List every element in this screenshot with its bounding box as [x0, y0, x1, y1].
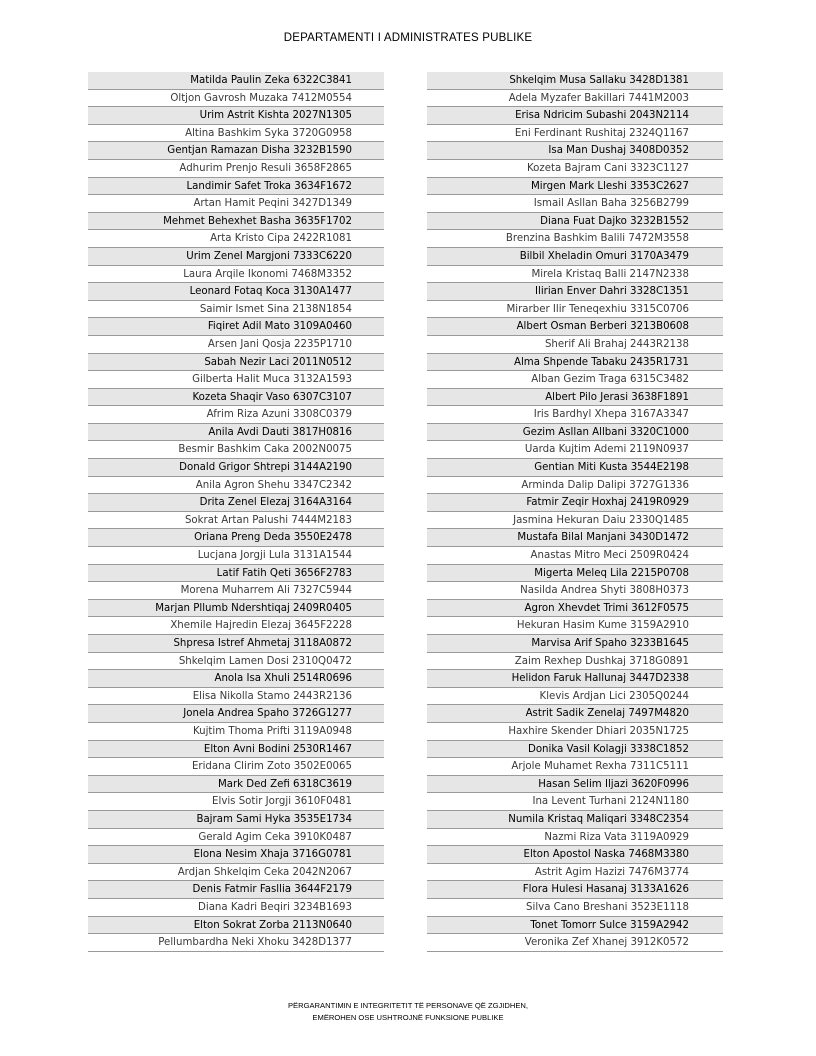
list-item	[427, 336, 723, 354]
person-entry: Albert Pilo Jerasi 3638F1891	[545, 391, 689, 403]
list-item	[427, 776, 723, 794]
list-item	[427, 371, 723, 389]
list-item	[427, 477, 723, 495]
person-entry: Fatmir Zeqir Hoxhaj 2419R0929	[526, 497, 689, 509]
list-item	[88, 301, 384, 319]
person-entry: Landimir Safet Troka 3634F1672	[186, 180, 352, 192]
person-entry: Adela Myzafer Bakillari 7441M2003	[508, 92, 689, 104]
list-item	[88, 653, 384, 671]
person-entry: Nazmi Riza Vata 3119A0929	[544, 831, 689, 843]
person-entry: Ismail Asllan Baha 3256B2799	[533, 198, 689, 210]
person-entry: Klevis Ardjan Lici 2305Q0244	[539, 690, 689, 702]
list-item	[427, 72, 723, 90]
person-entry: Elton Apostol Naska 7468M3380	[523, 849, 689, 861]
list-item	[427, 846, 723, 864]
person-entry: Arminda Dalip Dalipi 3727G1336	[521, 479, 689, 491]
person-entry: Zaim Rexhep Dushkaj 3718G0891	[514, 655, 689, 667]
person-entry: Hasan Selim Iljazi 3620F0996	[538, 778, 689, 790]
list-item	[427, 723, 723, 741]
person-entry: Sokrat Artan Palushi 7444M2183	[184, 514, 352, 526]
person-entry: Oltjon Gavrosh Muzaka 7412M0554	[170, 92, 352, 104]
list-item	[88, 688, 384, 706]
person-entry: Tonet Tomorr Sulce 3159A2942	[530, 919, 689, 931]
person-entry: Arsen Jani Qosja 2235P1710	[207, 338, 352, 350]
person-entry: Astrit Agim Hazizi 7476M3774	[534, 866, 689, 878]
list-item	[427, 512, 723, 530]
list-item	[88, 776, 384, 794]
list-item	[88, 635, 384, 653]
list-item	[88, 371, 384, 389]
person-entry: Donika Vasil Kolagji 3338C1852	[527, 743, 689, 755]
list-item	[427, 283, 723, 301]
list-item	[427, 758, 723, 776]
person-entry: Alban Gezim Traga 6315C3482	[531, 374, 689, 386]
person-entry: Marjan Pllumb Ndershtiqaj 2409R0405	[155, 602, 352, 614]
person-entry: Latif Fatih Qeti 3656F2783	[216, 567, 352, 579]
person-entry: Elvis Sotir Jorgji 3610F0481	[212, 796, 352, 808]
person-entry: Elton Sokrat Zorba 2113N0640	[193, 919, 352, 931]
list-item	[88, 494, 384, 512]
list-item	[427, 248, 723, 266]
person-entry: Saimir Ismet Sina 2138N1854	[199, 303, 352, 315]
person-entry: Drita Zenel Elezaj 3164A3164	[199, 497, 352, 509]
person-entry: Donald Grigor Shtrepi 3144A2190	[179, 462, 352, 474]
person-entry: Diana Kadri Beqiri 3234B1693	[198, 901, 352, 913]
person-entry: Uarda Kujtim Ademi 2119N0937	[524, 444, 689, 456]
list-item	[427, 829, 723, 847]
person-entry: Xhemile Hajredin Elezaj 3645F2228	[170, 620, 352, 632]
person-entry: Jonela Andrea Spaho 3726G1277	[183, 708, 352, 720]
person-entry: Arta Kristo Cipa 2422R1081	[210, 233, 352, 245]
list-item	[88, 917, 384, 935]
list-item	[88, 864, 384, 882]
list-item	[427, 441, 723, 459]
names-column-right	[427, 72, 723, 952]
list-item	[88, 934, 384, 952]
list-item	[88, 512, 384, 530]
list-item	[88, 811, 384, 829]
person-entry: Kozeta Bajram Cani 3323C1127	[527, 162, 689, 174]
person-entry: Gentian Miti Kusta 3544E2198	[534, 462, 689, 474]
list-item	[427, 266, 723, 284]
person-entry: Iris Bardhyl Xhepa 3167A3347	[533, 409, 689, 421]
person-entry: Numila Kristaq Maliqari 3348C2354	[508, 813, 689, 825]
person-entry: Oriana Preng Deda 3550E2478	[194, 532, 352, 544]
list-item	[427, 600, 723, 618]
person-entry: Shkelqim Lamen Dosi 2310Q0472	[178, 655, 352, 667]
person-entry: Diana Fuat Dajko 3232B1552	[540, 215, 689, 227]
list-item	[427, 142, 723, 160]
list-item	[88, 565, 384, 583]
person-entry: Artan Hamit Peqini 3427D1349	[193, 198, 352, 210]
list-item	[88, 424, 384, 442]
list-item	[88, 107, 384, 125]
list-item	[88, 125, 384, 143]
list-item	[88, 582, 384, 600]
person-entry: Laura Arqile Ikonomi 7468M3352	[183, 268, 352, 280]
person-entry: Gilberta Halit Muca 3132A1593	[192, 374, 352, 386]
list-item	[88, 354, 384, 372]
list-item	[427, 529, 723, 547]
list-item	[427, 178, 723, 196]
list-item	[427, 635, 723, 653]
person-entry: Ilirian Enver Dahri 3328C1351	[534, 286, 689, 298]
person-entry: Morena Muharrem Ali 7327C5944	[180, 585, 352, 597]
person-entry: Erisa Ndricim Subashi 2043N2114	[515, 110, 689, 122]
list-item	[88, 547, 384, 565]
person-entry: Silva Cano Breshani 3523E1118	[526, 901, 689, 913]
person-entry: Elton Avni Bodini 2530R1467	[203, 743, 352, 755]
person-entry: Lucjana Jorgji Lula 3131A1544	[197, 550, 352, 562]
list-item	[427, 881, 723, 899]
list-item	[88, 406, 384, 424]
list-item	[88, 336, 384, 354]
person-entry: Fiqiret Adil Mato 3109A0460	[207, 321, 352, 333]
list-item	[88, 142, 384, 160]
list-item	[427, 547, 723, 565]
person-entry: Kozeta Shaqir Vaso 6307C3107	[192, 391, 352, 403]
person-entry: Hekuran Hasim Kume 3159A2910	[516, 620, 689, 632]
list-item	[88, 213, 384, 231]
person-entry: Brenzina Bashkim Balili 7472M3558	[505, 233, 689, 245]
list-item	[88, 266, 384, 284]
list-item	[427, 705, 723, 723]
list-item	[88, 723, 384, 741]
person-entry: Gerald Agim Ceka 3910K0487	[198, 831, 352, 843]
person-entry: Albert Osman Berberi 3213B0608	[516, 321, 689, 333]
person-entry: Bajram Sami Hyka 3535E1734	[196, 813, 352, 825]
person-entry: Arjole Muhamet Rexha 7311C5111	[511, 761, 689, 773]
list-item	[88, 318, 384, 336]
person-entry: Sabah Nezir Laci 2011N0512	[204, 356, 352, 368]
list-item	[88, 846, 384, 864]
person-entry: Mirgen Mark Lleshi 3353C2627	[531, 180, 689, 192]
list-item	[427, 354, 723, 372]
list-item	[88, 72, 384, 90]
page-footer	[0, 1000, 816, 1024]
list-item	[88, 705, 384, 723]
person-entry: Anastas Mitro Meci 2509R0424	[530, 550, 689, 562]
footer-line-2: EMËROHEN OSE USHTROJNË FUNKSIONE PUBLIKE	[312, 1013, 504, 1022]
person-entry: Mustafa Bilal Manjani 3430D1472	[517, 532, 689, 544]
person-entry: Denis Fatmir Fasllia 3644F2179	[192, 884, 352, 896]
person-entry: Anola Isa Xhuli 2514R0696	[214, 673, 352, 685]
person-entry: Helidon Faruk Hallunaj 3447D2338	[511, 673, 689, 685]
person-entry: Agron Xhevdet Trimi 3612F0575	[524, 602, 689, 614]
person-entry: Besmir Bashkim Caka 2002N0075	[178, 444, 352, 456]
person-entry: Urim Astrit Kishta 2027N1305	[199, 110, 352, 122]
page-title: DEPARTAMENTI I ADMINISTRATES PUBLIKE	[283, 32, 533, 44]
list-item	[427, 688, 723, 706]
person-entry: Shpresa Istref Ahmetaj 3118A0872	[173, 638, 352, 649]
list-item	[88, 758, 384, 776]
list-item	[427, 565, 723, 583]
person-entry: Gentjan Ramazan Disha 3232B1590	[167, 145, 352, 157]
person-entry: Jasmina Hekuran Daiu 2330Q1485	[513, 514, 689, 526]
person-entry: Migerta Meleq Lila 2215P0708	[534, 567, 689, 579]
list-item	[88, 230, 384, 248]
list-item	[88, 459, 384, 477]
person-entry: Astrit Sadik Zenelaj 7497M4820	[525, 708, 689, 720]
list-item	[427, 653, 723, 671]
person-entry: Gezim Asllan Allbani 3320C1000	[522, 426, 689, 438]
person-entry: Haxhire Skender Dhiari 2035N1725	[508, 725, 689, 737]
list-item	[88, 617, 384, 635]
person-entry: Elona Nesim Xhaja 3716G0781	[193, 849, 352, 861]
list-item	[88, 90, 384, 108]
person-entry: Nasilda Andrea Shyti 3808H0373	[520, 585, 689, 597]
list-item	[427, 934, 723, 952]
list-item	[88, 829, 384, 847]
list-item	[88, 670, 384, 688]
list-item	[88, 477, 384, 495]
list-item	[427, 389, 723, 407]
list-item	[427, 160, 723, 178]
list-item	[427, 125, 723, 143]
list-item	[427, 318, 723, 336]
person-entry: Bilbil Xheladin Omuri 3170A3479	[519, 250, 689, 262]
person-entry: Urim Zenel Margjoni 7333C6220	[186, 250, 352, 262]
person-entry: Anila Avdi Dauti 3817H0816	[208, 426, 352, 438]
list-item	[427, 670, 723, 688]
list-item	[427, 424, 723, 442]
person-entry: Eni Ferdinant Rushitaj 2324Q1167	[514, 127, 689, 139]
person-entry: Shkelqim Musa Sallaku 3428D1381	[509, 75, 689, 86]
list-item	[88, 160, 384, 178]
list-item	[427, 899, 723, 917]
list-item	[427, 230, 723, 248]
list-item	[427, 917, 723, 935]
list-item	[427, 195, 723, 213]
list-item	[88, 600, 384, 618]
person-entry: Eridana Clirim Zoto 3502E0065	[191, 761, 352, 773]
list-item	[88, 793, 384, 811]
person-entry: Elisa Nikolla Stamo 2443R2136	[192, 690, 352, 702]
list-item	[88, 441, 384, 459]
list-item	[88, 741, 384, 759]
list-item	[427, 793, 723, 811]
person-entry: Veronika Zef Xhanej 3912K0572	[524, 937, 689, 949]
person-entry: Sherif Ali Brahaj 2443R2138	[544, 338, 689, 350]
list-item	[88, 283, 384, 301]
list-item	[427, 107, 723, 125]
person-entry: Anila Agron Shehu 3347C2342	[195, 479, 352, 491]
list-item	[427, 90, 723, 108]
list-item	[88, 881, 384, 899]
person-entry: Afrim Riza Azuni 3308C0379	[206, 409, 352, 421]
list-item	[427, 459, 723, 477]
person-entry: Mehmet Behexhet Basha 3635F1702	[163, 215, 352, 227]
person-entry: Isa Man Dushaj 3408D0352	[548, 145, 689, 157]
person-entry: Altina Bashkim Syka 3720G0958	[185, 127, 352, 139]
list-item	[427, 406, 723, 424]
list-item	[427, 864, 723, 882]
list-item	[88, 178, 384, 196]
person-entry: Leonard Fotaq Koca 3130A1477	[189, 286, 352, 298]
person-entry: Mirela Kristaq Balli 2147N2338	[531, 268, 689, 280]
list-item	[427, 213, 723, 231]
list-item	[427, 617, 723, 635]
list-item	[427, 582, 723, 600]
list-item	[88, 389, 384, 407]
person-entry: Alma Shpende Tabaku 2435R1731	[514, 356, 689, 368]
person-entry: Mirarber Ilir Teneqexhiu 3315C0706	[506, 303, 689, 315]
person-entry: Flora Hulesi Hasanaj 3133A1626	[522, 884, 689, 896]
list-item	[427, 811, 723, 829]
list-item	[88, 195, 384, 213]
list-item	[427, 494, 723, 512]
names-column-left	[88, 72, 384, 952]
person-entry: Marvisa Arif Spaho 3233B1645	[531, 638, 689, 649]
footer-line-1: PËRGARANTIMIN E INTEGRITETIT TË PERSONAVE QË ZGJIDHEN,	[287, 1001, 529, 1010]
person-entry: Pellumbardha Neki Xhoku 3428D1377	[158, 937, 352, 949]
list-item	[88, 899, 384, 917]
person-entry: Mark Ded Zefi 6318C3619	[217, 778, 352, 790]
list-item	[427, 741, 723, 759]
list-item	[427, 301, 723, 319]
person-entry: Ardjan Shkelqim Ceka 2042N2067	[177, 866, 352, 878]
person-entry: Adhurim Prenjo Resuli 3658F2865	[179, 162, 352, 174]
list-item	[88, 248, 384, 266]
person-entry: Kujtim Thoma Prifti 3119A0948	[192, 725, 352, 737]
person-entry: Matilda Paulin Zeka 6322C3841	[190, 75, 352, 86]
list-item	[88, 529, 384, 547]
person-entry: Ina Levent Turhani 2124N1180	[532, 796, 689, 808]
